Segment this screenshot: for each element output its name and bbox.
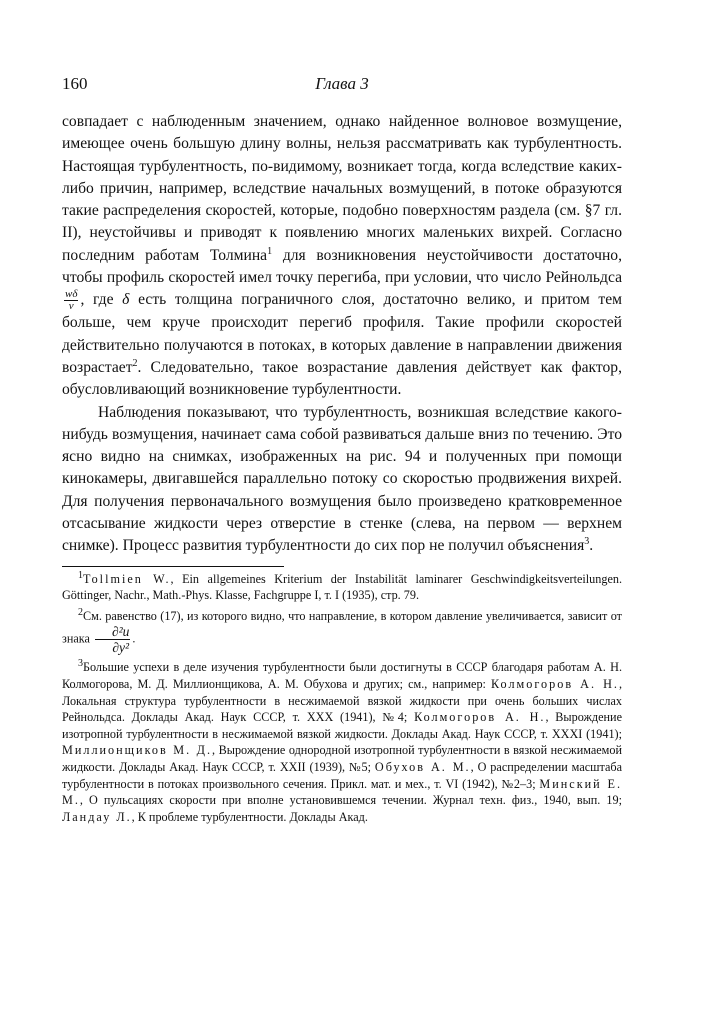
footnote-3 [62,659,622,825]
footnote-2-end: . [132,631,136,646]
footnote-2 [62,608,622,656]
footnote-3-author-6: Ландау Л. [62,809,132,824]
p2-text: Наблюдения показывают, что турбулентность, возникшая вследствие какого-нибудь возмущения, начинает сама собой развиваться дальше вниз по течению. Это ясно видно на снимках, изображенных на рис. 94 и полученных при помощи кинокамеры, двигавшейся параллельно потоку со скоростью продвижения вихрей. Для получения первоначального возмущения было произведено кратковременное отсасывание жидкости через отверстие в стенке (слева, на первом — верхнем снимке). Процесс развития турбулентности до сих пор не получил объяснения [62,403,622,555]
footnote-3-author-5: Минский Е. М. [62,776,622,808]
p1-text-d: есть толщина пограничного слоя, достаточно велико, и притом тем больше, чем круче происходит перегиб профиля. Такие профили скоростей действительно получаются в потоках, в которых давление в направлении движения возрастает [62,291,622,376]
reynolds-fraction [64,289,78,312]
footnote-3-text-f: , О пульсациях скорости при вполне установившемся течении. Журнал техн. физ., 1940, вып. 19; [79,793,622,808]
page-number: 160 [62,74,88,93]
footnote-3-author-1: Колмогоров А. Н. [491,677,619,692]
delta-symbol: δ [122,291,130,309]
reynolds-numerator: wδ [65,288,78,301]
reynolds-denominator: ν [68,300,74,313]
footnote-3-text-e: , О распределении масштаба турбулентности в потоках произвольного сечения. Прикл. мат. и мех., т. VI (1942), №2–3; [62,759,623,791]
footnote-2-mark: 2 [78,606,83,618]
footnote-divider [62,566,284,567]
derivative-numerator: ∂²u [95,624,130,640]
footnote-ref-1: 1 [267,245,273,257]
derivative-denominator: ∂y² [112,640,130,656]
footnote-3-author-2: Колмогоров А. Н. [414,710,546,725]
main-text [62,111,622,558]
p1-text-e: . Следовательно, такое возрастание давления действует как фактор, обусловливающий возникновение турбулентности. [62,358,622,399]
footnote-1-mark: 1 [78,569,83,581]
footnote-3-text-g: , К проблеме турбулентности. Доклады Акад. [131,809,368,824]
page-header [62,74,622,100]
footnotes [62,571,622,826]
p1-text-c: , где [80,291,123,309]
footnote-3-author-3: Миллионщиков М. Д. [62,743,213,758]
footnote-3-mark: 3 [78,658,83,670]
p1-text-a: совпадает с наблюденным значением, однако найденное волновое возмущение, имеющее очень большую длину волны, нельзя рассматривать как турбулентность. Настоящая турбулентность, по-видимому, возникает тогда, когда вследствие каких-либо причин, например, вследствие начальных возмущений, в потоке образуются такие распределения скоростей, которые, подобно поверхностям раздела (см. §7 гл. II), неустойчивы и приводят к появлению многих маленьких вихрей. Согласно последним работам Толмина [62,113,622,264]
footnote-3-text-b: , Локальная структура турбулентности в несжимаемой вязкой жидкости при очень больших числах Рейнольдса. Доклады Акад. Наук СССР, т. XXX (1941), №4; [62,677,622,725]
footnote-1 [62,571,622,604]
paragraph-2 [62,402,622,558]
footnote-3-text-a: Большие успехи в деле изучения турбулентности были достигнуты в СССР благодаря работам А. Н. Колмогорова, М. Д. Миллионщикова, А. М. Обухова и других; см., например: [62,660,622,692]
book-page [62,74,622,829]
footnote-3-text-c: , Вырождение изотропной турбулентности в несжимаемой вязкой жидкости. Доклады Акад. Наук СССР, т. XXXI (1941); [62,710,622,741]
footnote-1-author: Tollmien W. [83,571,171,586]
paragraph-1 [62,111,622,402]
footnote-ref-3: 3 [584,536,590,548]
p2-end: . [589,537,594,555]
footnote-3-text-d: , Вырождение однородной изотропной турбулентности в вязкой несжимаемой жидкости. Доклады Акад. Наук СССР, т. XXII (1939), №5; [62,743,623,774]
p1-text-b: для возникновения неустойчивости достаточно, чтобы профиль скоростей имел точку перегиба, при условии, что число Рейнольдса [62,246,623,287]
footnote-1-text: , Ein allgemeines Kriterium der Instabilität laminarer Geschwindigkeitsverteilungen. Göttinger, Nachr., Math.-Phys. Klasse, Fachgruppe I, т. I (1935), стр. 79. [62,571,622,603]
chapter-title: Глава 3 [315,74,369,93]
footnote-ref-2: 2 [132,357,138,369]
footnote-2-text: См. равенство (17), из которого видно, что направление, в котором давление увеличивается, зависит от знака [62,608,622,646]
footnote-3-author-4: Обухов А. М. [374,759,471,774]
pressure-derivative-fraction [95,624,130,655]
